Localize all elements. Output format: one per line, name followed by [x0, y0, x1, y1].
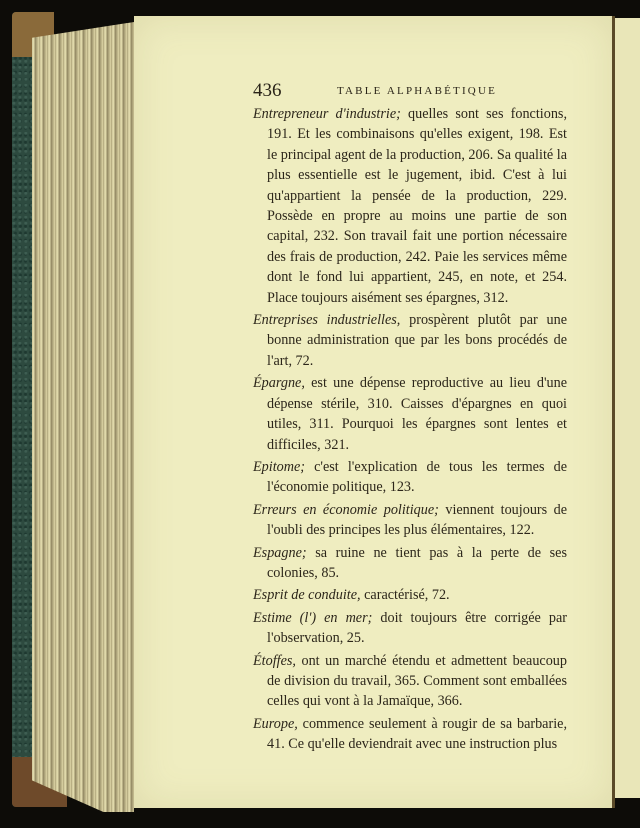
entry-text: viennent toujours de l'oubli des principes les plus élémentaires, 122.	[267, 501, 567, 539]
entry-term: Étoffes,	[253, 652, 296, 669]
entry-text: prospèrent plutôt par une bonne administration que par les bons procédés de l'art, 72.	[267, 312, 567, 369]
index-entry	[253, 608, 567, 649]
entry-text: doit toujours être corrigée par l'observation, 25.	[267, 609, 568, 647]
entry-term: Entreprises industrielles,	[253, 312, 401, 329]
page-header	[253, 80, 573, 102]
page-edges	[32, 22, 134, 812]
entry-term: Esprit de conduite,	[253, 587, 361, 604]
index-text	[253, 104, 567, 757]
entry-text: est une dépense reproductive au lieu d'une dépense stérile, 310. Caisses d'épargnes en quoi utiles, 311. Pourquoi les épargnes sont lentes et difficiles, 321.	[267, 375, 567, 453]
entry-text: quelles sont ses fonctions, 191. Et les combinaisons qu'elles exigent, 198. Est le principal agent de la production, 206. Sa qualité la plus essentielle est le jugement, ibid. C'est à lui qu'appartient la pensée de la production, 229. Possède en propre au moins une partie de son capital, 232. Son travail fait une portion nécessaire des frais de production, 242. Paie les services même dont le fond lui appartient, 245, en note, et 254. Place toujours aisément ses épargnes, 312.	[267, 106, 567, 306]
index-entry	[253, 457, 567, 498]
entry-term: Entrepreneur d'industrie;	[253, 106, 401, 122]
entry-term: Espagne;	[253, 544, 307, 561]
index-entry	[253, 543, 567, 584]
entry-term: Estime (l') en mer;	[253, 609, 373, 626]
entry-term: Epitome;	[253, 458, 306, 475]
entry-text: ont un marché étendu et admettent beaucoup de division du travail, 365. Comment sont emballées celles qui vont à la Jamaïque, 366.	[267, 652, 567, 710]
entry-term: Erreurs en économie politique;	[253, 501, 439, 518]
entry-text: c'est l'explication de tous les termes de l'économie politique, 123.	[267, 458, 567, 496]
index-entry	[253, 373, 567, 455]
entry-term: Épargne,	[253, 375, 305, 392]
index-entry	[253, 500, 567, 541]
running-head: TABLE ALPHABÉTIQUE	[337, 85, 498, 97]
index-entry	[253, 104, 567, 308]
index-entry	[253, 651, 567, 712]
entry-text: commence seulement à rougir de sa barbarie, 41. Ce qu'elle deviendrait avec une instruction plus	[267, 715, 567, 753]
entry-text: caractérisé, 72.	[360, 587, 450, 604]
facing-page	[615, 18, 640, 798]
index-entry	[253, 585, 567, 605]
entry-text: sa ruine ne tient pas à la perte de ses colonies, 85.	[267, 544, 567, 581]
index-entry	[253, 714, 567, 755]
entry-term: Europe,	[253, 715, 298, 732]
index-entry	[253, 310, 567, 371]
page-number: 436	[253, 80, 282, 101]
